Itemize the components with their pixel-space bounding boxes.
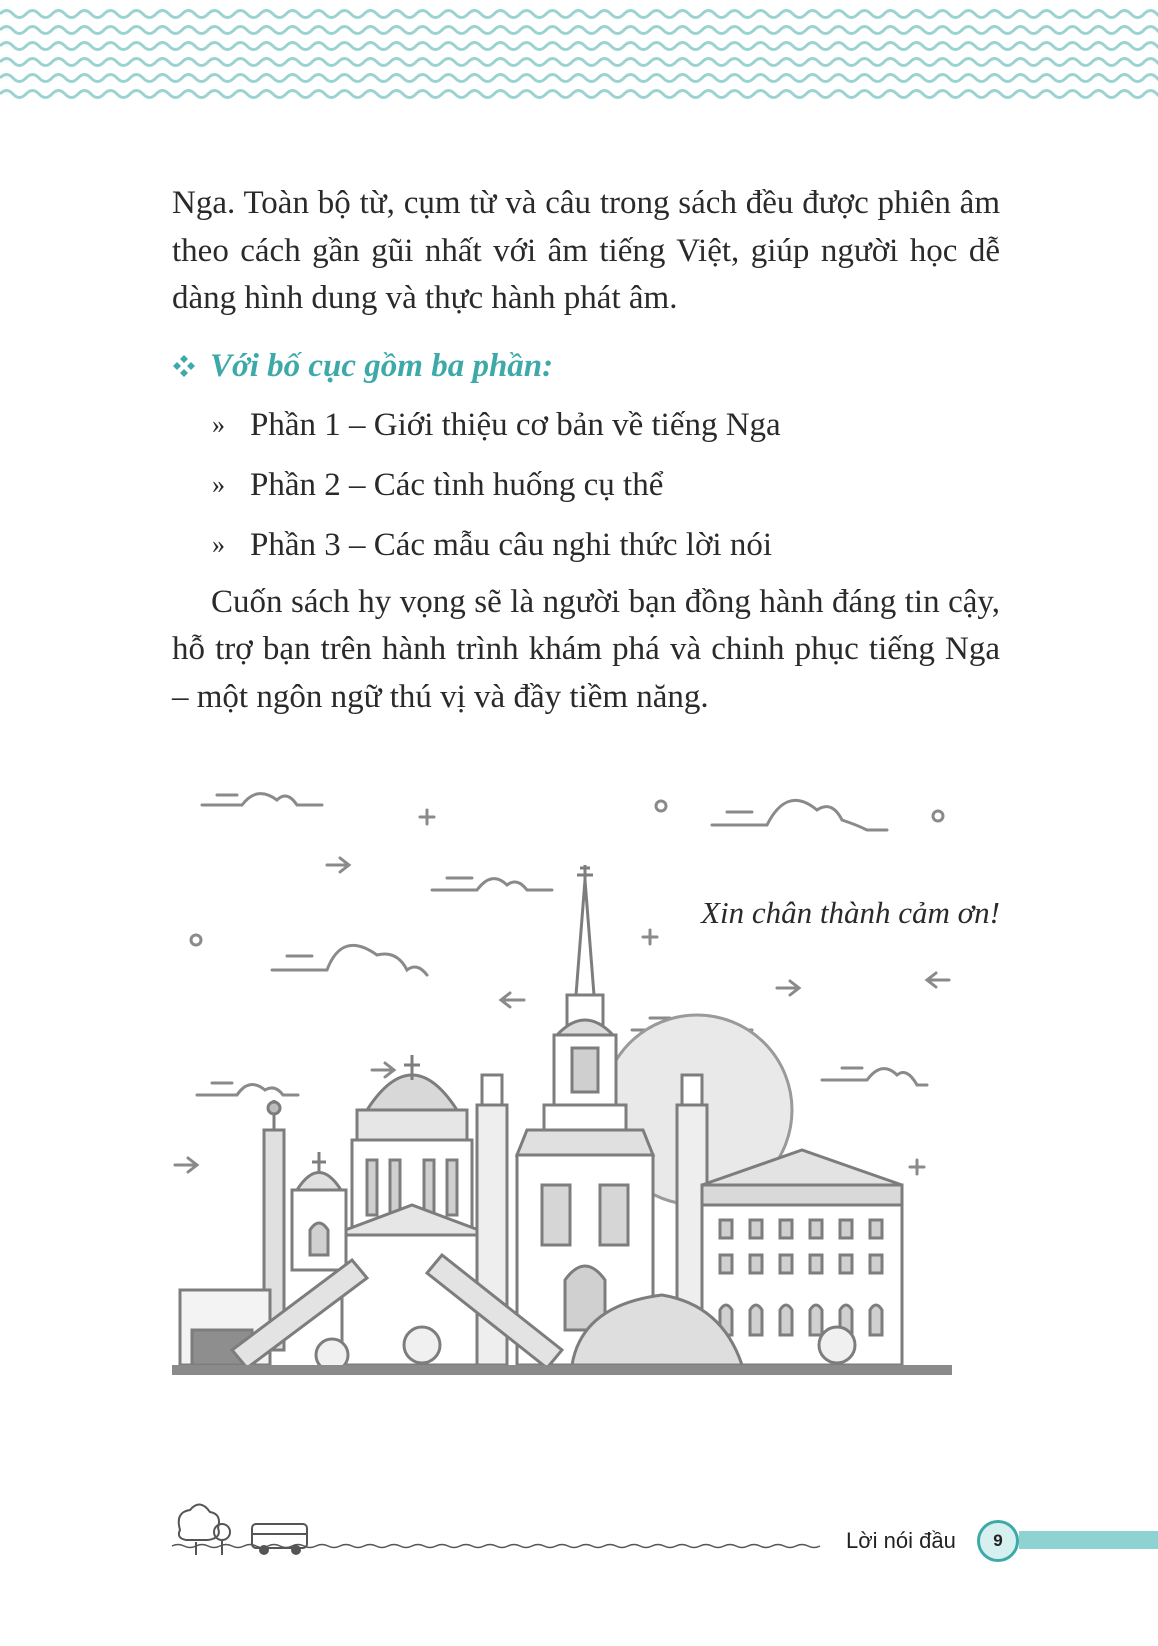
diamond-cluster-icon (172, 354, 196, 378)
page-number-badge: 9 (977, 1520, 1019, 1562)
list-item (172, 515, 1000, 575)
closing-paragraph: Cuốn sách hy vọng sẽ là người bạn đồng hành đáng tin cậy, hỗ trợ bạn trên hành trình khám phá và chinh phục tiếng Nga – một ngôn ngữ thú vị và đầy tiềm năng. (172, 583, 1000, 715)
bullet-marker: » (212, 409, 225, 439)
section-heading-text: Với bố cục gồm ba phần: (210, 347, 554, 384)
footer-accent-bar (1019, 1531, 1158, 1549)
bullet-marker: » (212, 469, 225, 499)
list-item-text: Phần 1 – Giới thiệu cơ bản về tiếng Nga (250, 406, 781, 443)
parts-list (172, 395, 1000, 575)
list-item (172, 455, 1000, 515)
bullet-marker: » (212, 529, 225, 559)
list-item (172, 395, 1000, 455)
footer-chapter-label: Lời nói đầu (846, 1528, 956, 1553)
thanks-note: Xin chân thành cảm ơn! (701, 895, 1000, 930)
section-heading (172, 343, 1000, 389)
wave-header-decoration (0, 0, 1158, 115)
list-item-text: Phần 3 – Các mẫu câu nghi thức lời nói (250, 526, 772, 563)
st-petersburg-skyline-illustration (172, 790, 1000, 1450)
list-item-text: Phần 2 – Các tình huống cụ thể (250, 466, 664, 503)
main-content (172, 180, 1000, 721)
intro-paragraph: Nga. Toàn bộ từ, cụm từ và câu trong sách đều được phiên âm theo cách gần gũi nhất với âm tiếng Việt, giúp người học dễ dàng hình dung và thực hành phát âm. (172, 185, 1000, 316)
